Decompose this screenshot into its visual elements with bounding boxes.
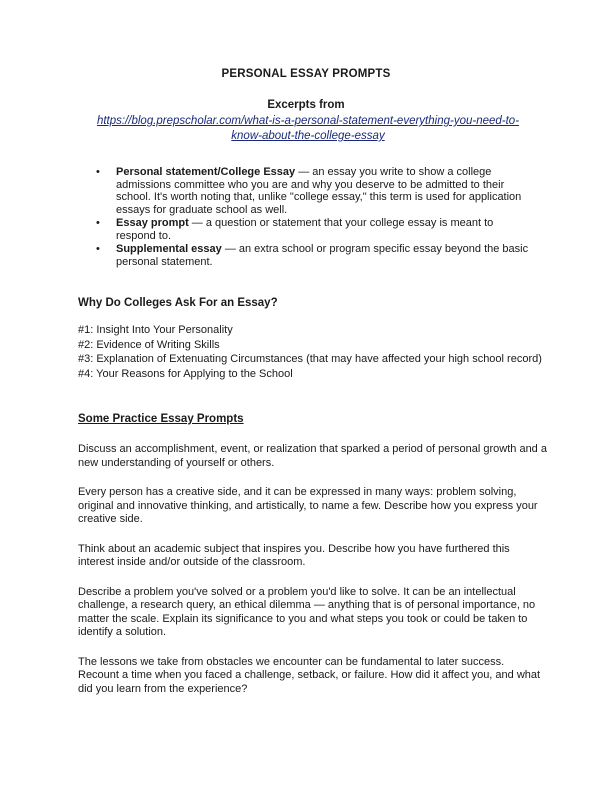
definition-item bbox=[96, 243, 536, 268]
reason-item: #1: Insight Into Your Personality bbox=[78, 324, 233, 336]
reason-item: #3: Explanation of Extenuating Circumstances (that may have affected your high school record) bbox=[78, 353, 542, 365]
document-title: PERSONAL ESSAY PROMPTS bbox=[221, 68, 391, 80]
definition-text: — an extra school or program specific essay beyond the basic personal statement. bbox=[116, 243, 529, 268]
prompt-paragraph: Discuss an accomplishment, event, or realization that sparked a period of personal growth and a new understanding of yourself or others. bbox=[78, 443, 547, 469]
definition-text: — a question or statement that your college essay is meant to respond to. bbox=[116, 217, 494, 242]
definition-item bbox=[96, 217, 536, 242]
bullet-icon: • bbox=[96, 217, 100, 229]
source-link[interactable] bbox=[88, 114, 528, 144]
definitions-list bbox=[96, 166, 536, 269]
prompt-paragraph: Describe a problem you've solved or a problem you'd like to solve. It can be an intellectual challenge, a research query, an ethical dilemma — anything that is of personal importance, no matter the scale. Explain its significance to you and what steps you took or could be taken to identify a solution. bbox=[78, 585, 536, 638]
definition-term: Supplemental essay bbox=[116, 243, 222, 255]
prompt-paragraph: Think about an academic subject that inspires you. Describe how you have furthered this interest inside and/or outside of the classroom. bbox=[78, 542, 510, 568]
excerpts-heading: Excerpts from bbox=[267, 99, 345, 111]
practice-heading: Some Practice Essay Prompts bbox=[78, 413, 244, 425]
prompt-paragraph: Every person has a creative side, and it can be expressed in many ways: problem solving, original and innovative thinking, and artistically, to name a few. Describe how you express your creative side. bbox=[78, 486, 538, 525]
source-link-line1[interactable]: https://blog.prepscholar.com/what-is-a-personal-statement-everything-you-need-to- bbox=[96, 115, 520, 127]
reasons-list bbox=[78, 324, 548, 382]
bullet-icon: • bbox=[96, 243, 100, 255]
definition-term: Personal statement/College Essay bbox=[116, 166, 296, 178]
why-heading: Why Do Colleges Ask For an Essay? bbox=[78, 297, 278, 309]
reason-item: #4: Your Reasons for Applying to the School bbox=[78, 367, 293, 380]
source-link-line2[interactable]: know-about-the-college-essay bbox=[231, 130, 385, 142]
definition-text: — an essay you write to show a college admissions committee who you are and why you deserve to be admitted to their school. It's worth noting that, unlike "college essay," this term is used for application essays for graduate school as well. bbox=[116, 166, 522, 216]
reason-item: #2: Evidence of Writing Skills bbox=[78, 338, 220, 351]
definition-item bbox=[96, 166, 536, 216]
definition-term: Essay prompt bbox=[116, 217, 189, 229]
prompts-list bbox=[78, 443, 548, 712]
bullet-icon: • bbox=[96, 166, 100, 178]
prompt-paragraph: The lessons we take from obstacles we encounter can be fundamental to later success. Recount a time when you faced a challenge, setback, or failure. How did it affect you, and what did you learn from the experience? bbox=[78, 655, 541, 695]
